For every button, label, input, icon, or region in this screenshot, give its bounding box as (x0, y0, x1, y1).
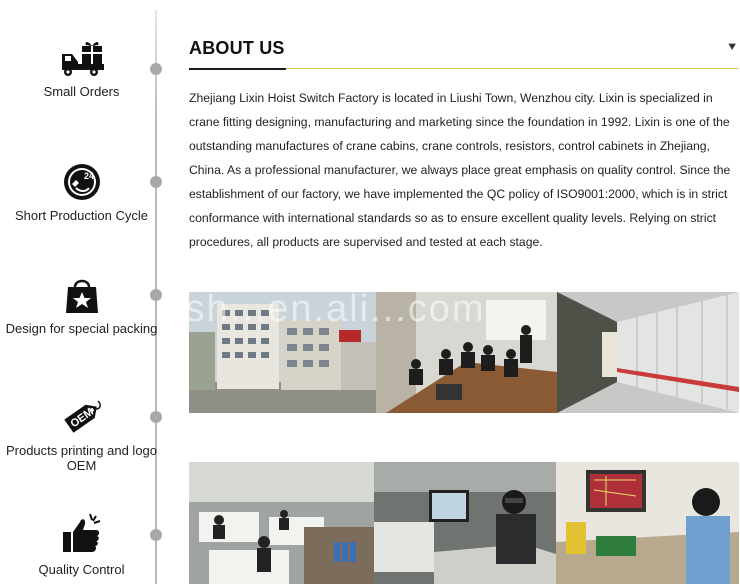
feature-label: Products printing and logo OEM (5, 443, 158, 473)
thumbs-up-icon (60, 512, 104, 556)
about-text: Zhejiang Lixin Hoist Switch Factory is located in Liushi Town, Wenzhou city. Lixin is specialized in crane fitting designing, manufacturing and marketing since the foundation in 1992. Lixin is one of the outstanding manufactures of crane cabins, crane controls, resistors, control cabinets in Zhejiang, China. As a professional manufacturer, we always place great emphasis on quality control. Since the establishment of our factory, we have implemented the QC policy of ISO9001:2000, which is in strict conformance with international standards so as to ensure excellent quality levels. Relying on strict procedures, all products are supervised and tested at each stage. (189, 91, 731, 249)
feature-quality-control (0, 512, 163, 577)
factory-building-photo (189, 292, 376, 413)
feature-label: Short Production Cycle (15, 208, 148, 223)
feature-label: Quality Control (38, 562, 125, 577)
design-workstation-photo (374, 462, 556, 584)
oem-tag-icon (60, 397, 104, 437)
title-underline (189, 68, 286, 70)
delivery-truck-gift-icon (58, 38, 106, 78)
circuit-testing-photo (556, 462, 739, 584)
clock-24-hours-icon (62, 162, 102, 202)
office-corridor-photo (557, 292, 739, 413)
meeting-room-photo (376, 292, 557, 413)
svg-text:OEM: OEM (67, 405, 96, 431)
section-title: ABOUT US (189, 38, 285, 58)
feature-special-packing (0, 275, 163, 336)
chevron-double-down-icon[interactable]: ⯆ (727, 40, 737, 54)
features-sidebar (0, 0, 170, 584)
photo-row (189, 292, 739, 413)
header-divider (286, 68, 739, 69)
svg-text:24: 24 (83, 171, 94, 181)
feature-small-orders (0, 38, 163, 99)
feature-oem (0, 397, 163, 473)
shopping-bag-star-icon (62, 275, 102, 315)
photo-row (189, 462, 739, 584)
feature-label: Design for special packing (5, 321, 158, 336)
watermark: lsh...en.ali...com (175, 288, 486, 330)
feature-short-production-cycle (0, 162, 163, 223)
feature-label: Small Orders (43, 84, 120, 99)
open-office-photo (189, 462, 374, 584)
about-header (189, 38, 739, 70)
